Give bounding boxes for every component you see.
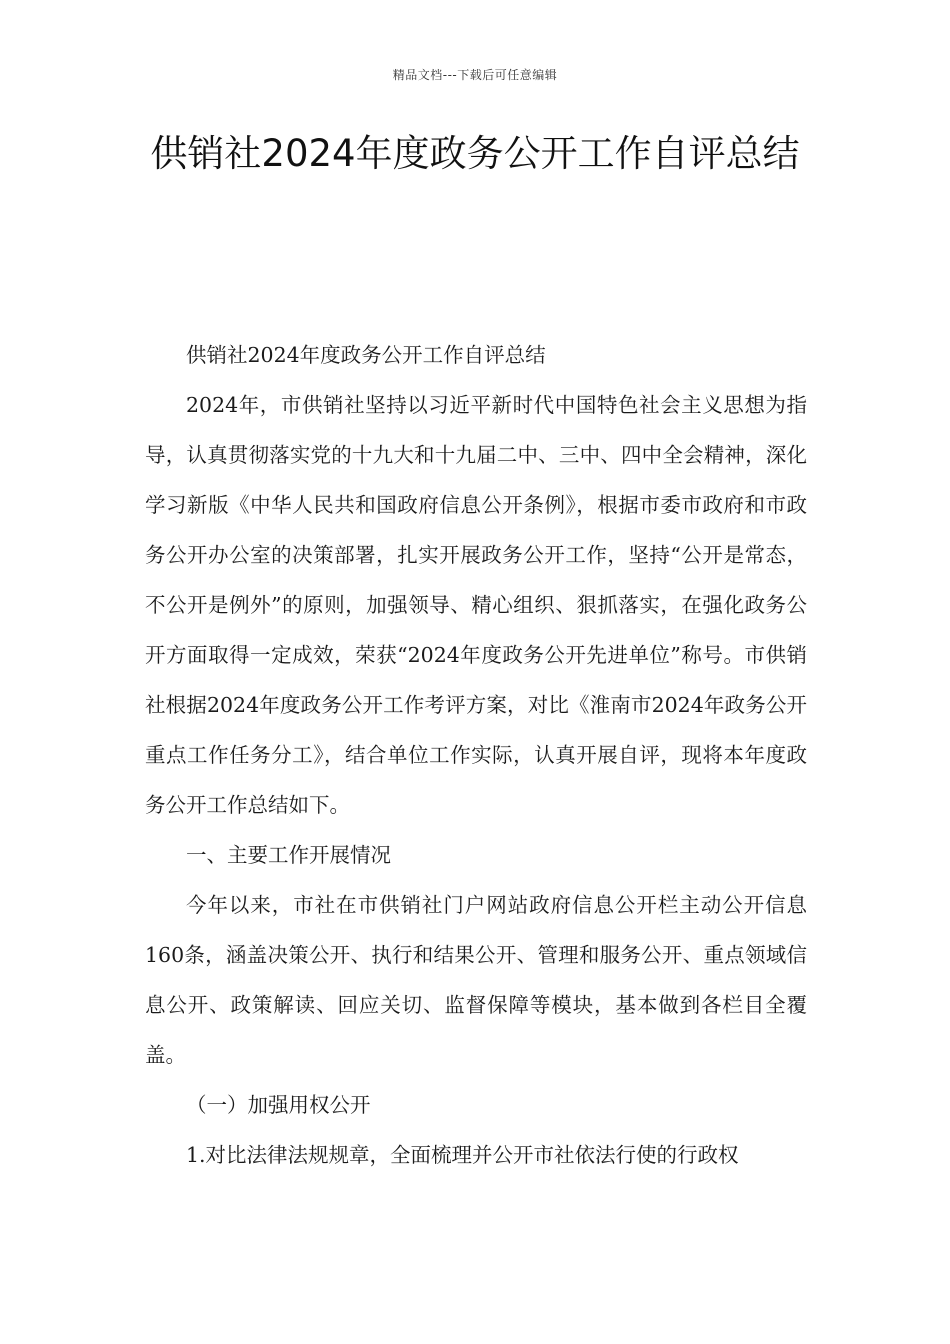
paragraph-overview: 今年以来，市社在市供销社门户网站政府信息公开栏主动公开信息160条，涵盖决策公开、执行和结果公开、管理和服务公开、重点领域信息公开、政策解读、回应关切、监督保障等模块，基本做到各栏目全覆盖。: [145, 893, 807, 1067]
paragraph-intro: 2024年，市供销社坚持以习近平新时代中国特色社会主义思想为指导，认真贯彻落实党的十九大和十九届二中、三中、四中全会精神，深化学习新版《中华人民共和国政府信息公开条例》，根据市委市政府和市政务公开办公室的决策部署，扎实开展政务公开工作，坚持“公开是常态，不公开是例外”的原则，加强领导、精心组织、狠抓落实，在强化政务公开方面取得一定成效，荣获“2024年度政务公开先进单位”称号。市供销社根据2024年度政务公开工作考评方案，对比《淮南市2024年政务公开重点工作任务分工》，结合单位工作实际，认真开展自评，现将本年度政务公开工作总结如下。: [145, 393, 807, 817]
document-body: [145, 330, 807, 1180]
header-note: 精品文档---下载后可任意编辑: [392, 68, 558, 82]
paragraph-item-1: 1.对比法律法规规章，全面梳理并公开市社依法行使的行政权: [186, 1143, 739, 1167]
document-title: 供销社2024年度政务公开工作自评总结: [150, 132, 800, 175]
section-heading-main-work: 一、主要工作开展情况: [186, 843, 391, 867]
paragraph-subtitle: 供销社2024年度政务公开工作自评总结: [186, 343, 546, 367]
subsection-heading-power-disclosure: （一）加强用权公开: [186, 1093, 371, 1117]
